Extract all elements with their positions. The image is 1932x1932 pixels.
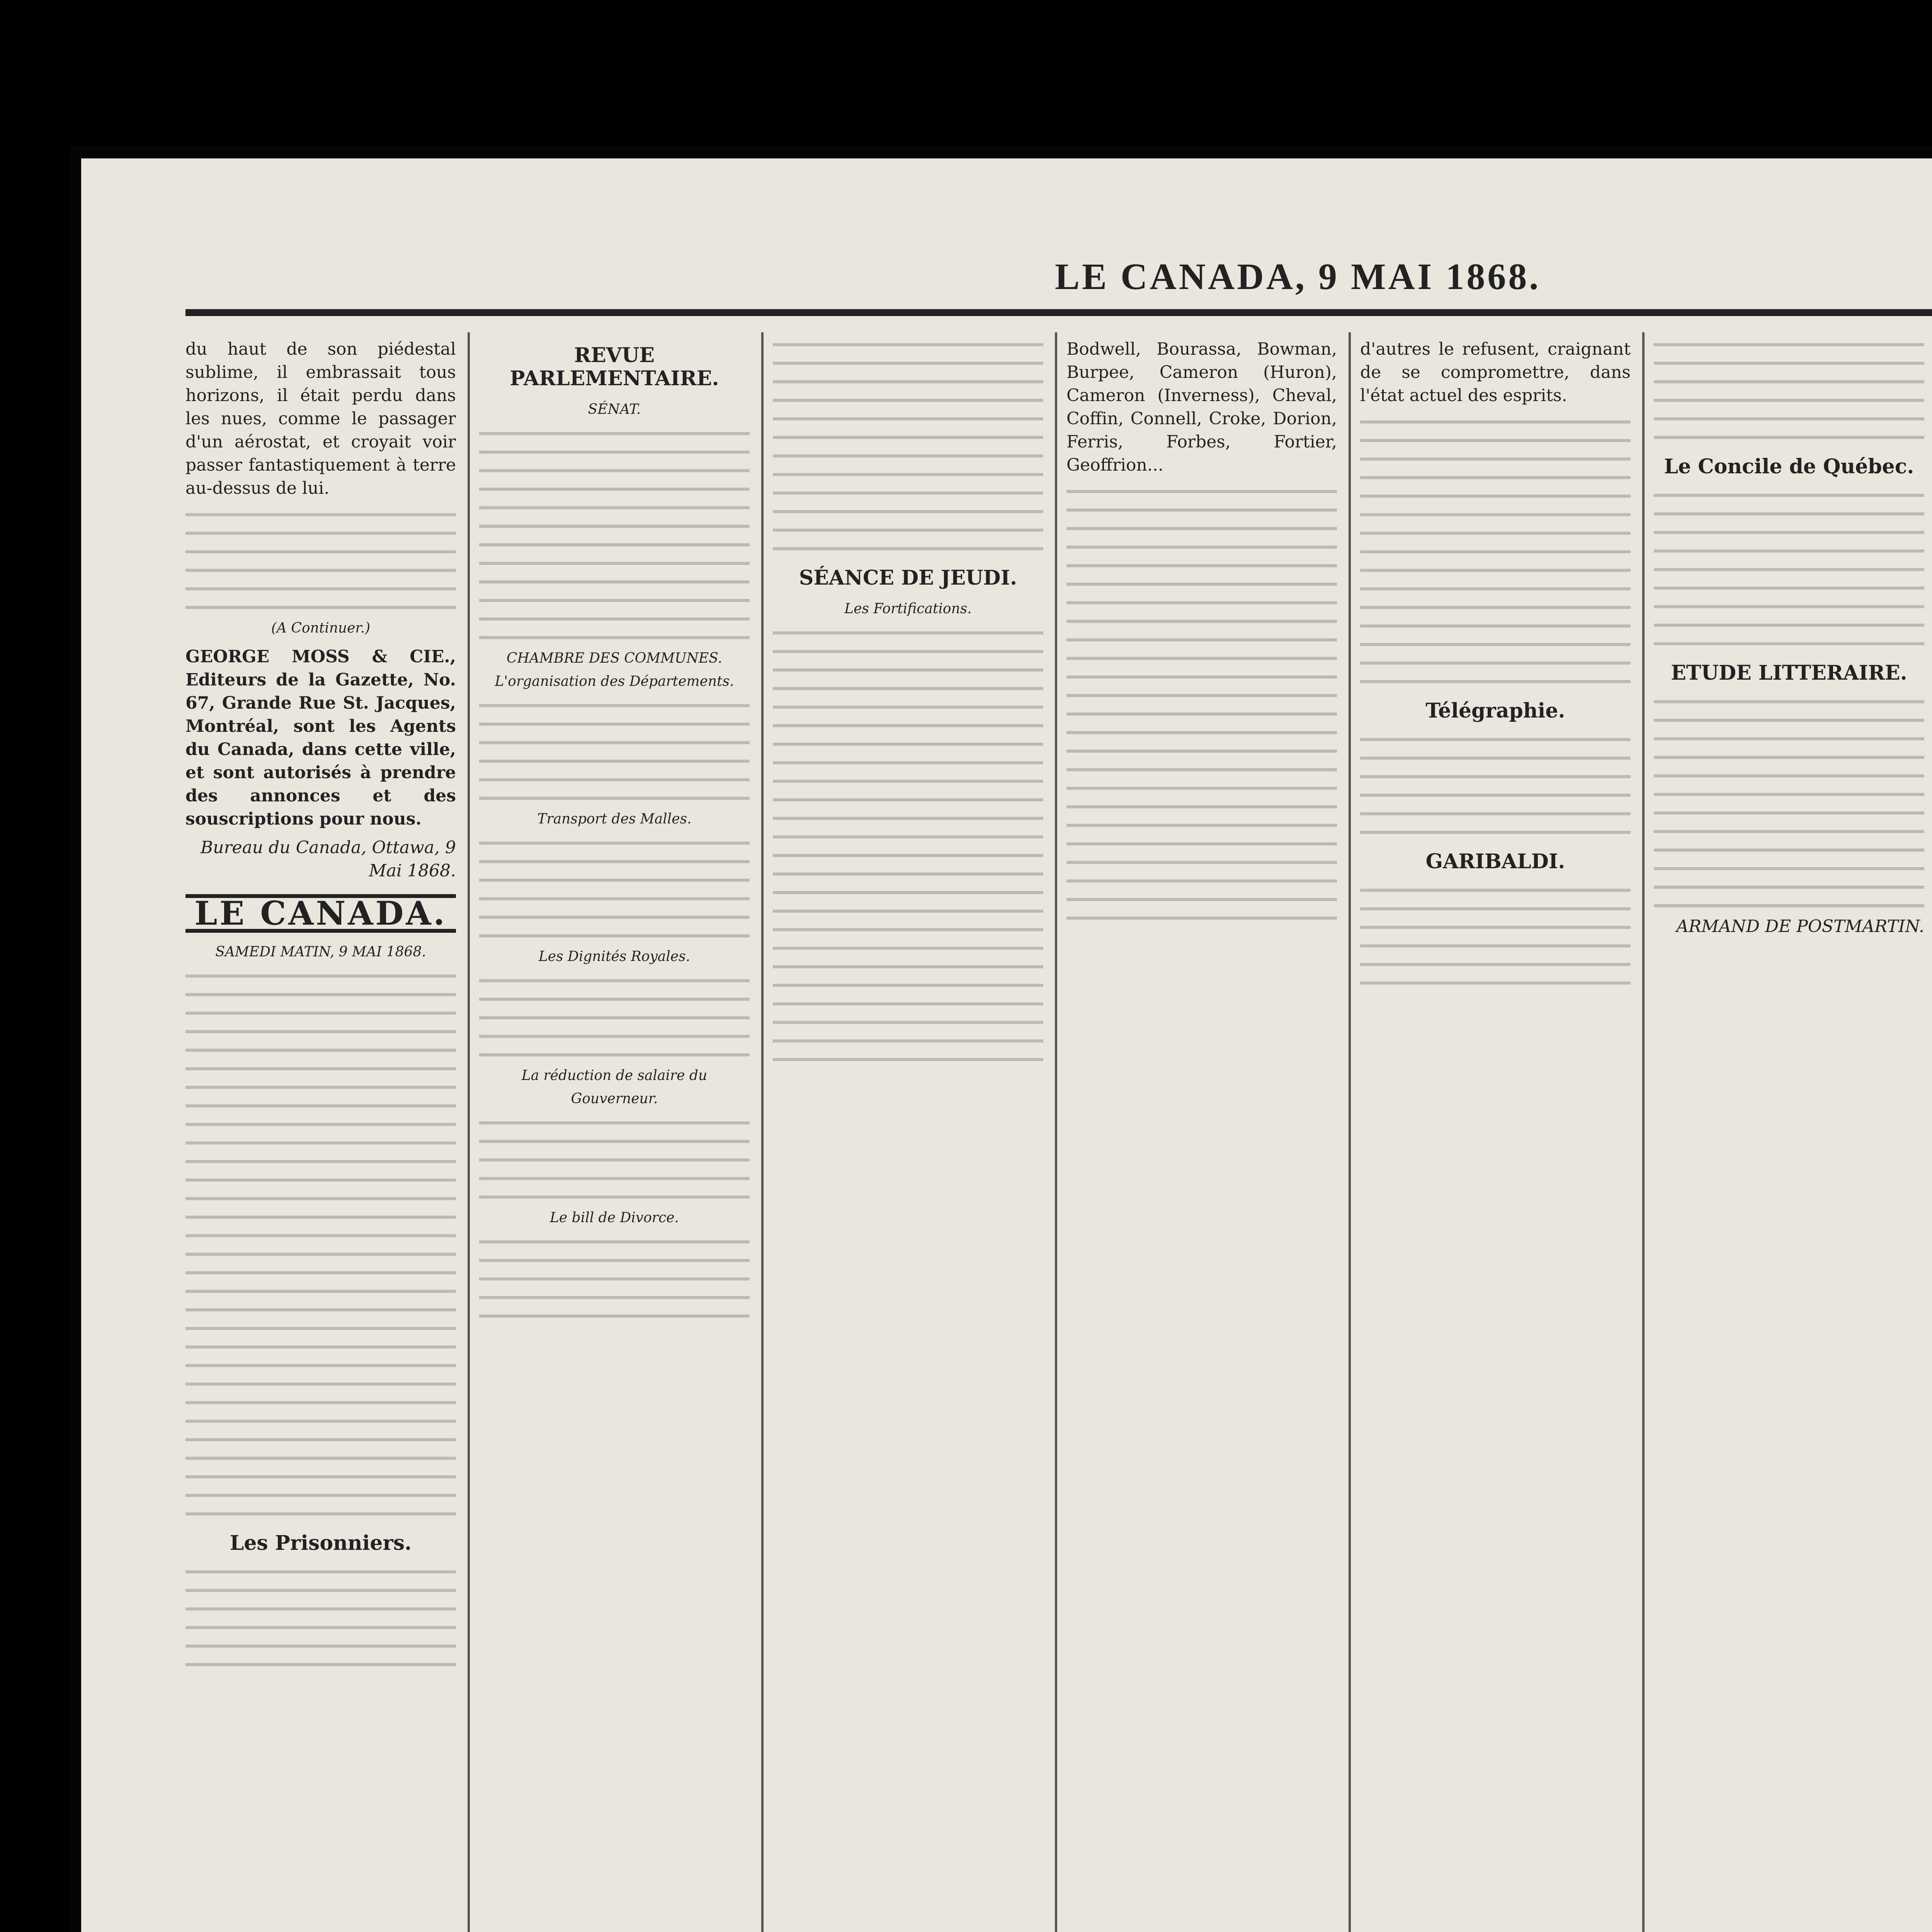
member-list: Bodwell, Bourassa, Bowman, Burpee, Cameron (Huron), Cameron (Inverness), Cheval, Coffin, Connell, Croke, Dorion, Ferris, Forbes, Fortier, Geoffrion...: [1066, 339, 1337, 475]
bureau-line: Bureau du Canada, Ottawa, 9 Mai 1868.: [200, 838, 456, 881]
section-heading: GARIBALDI.: [1425, 850, 1565, 873]
section-heading: SÉANCE DE JEUDI.: [799, 566, 1017, 590]
section-heading: ETUDE LITTERAIRE.: [1671, 661, 1907, 685]
column-2: [479, 332, 750, 1932]
intro-paragraph: du haut de son piédestal sublime, il embrassait tous horizons, il était perdu dans les nues, comme le passager d'un aérostat, et croyait voir passer fantastiquement à terre au-dessus de lui.: [185, 339, 456, 498]
sub-heading: CHAMBRE DES COMMUNES.: [506, 650, 723, 666]
column-1: [185, 332, 456, 1932]
sub-heading: Les Fortifications.: [844, 601, 972, 617]
column-3: [773, 332, 1043, 1932]
continue-note: (A Continuer.): [271, 620, 371, 636]
masthead: LE CANADA.: [185, 894, 456, 933]
column-5: [1360, 332, 1631, 1932]
section-heading: Télégraphie.: [1425, 699, 1565, 723]
page-title: LE CANADA, 9 MAI 1868.: [1055, 256, 1541, 297]
page-header: [185, 240, 1932, 316]
section-heading: REVUE PARLEMENTAIRE.: [510, 344, 719, 390]
column-4: [1066, 332, 1337, 1932]
signature: ARMAND DE POSTMARTIN.: [1676, 917, 1924, 936]
sub-heading: Le bill de Divorce.: [550, 1210, 679, 1226]
section-heading: Le Concile de Québec.: [1664, 455, 1914, 478]
article-paragraph: d'autres le refusent, craignant de se compromettre, dans l'état actuel des esprits.: [1360, 339, 1631, 405]
sub-heading: SÉNAT.: [588, 401, 641, 417]
section-heading: Les Prisonniers.: [230, 1531, 412, 1555]
sub-heading: L'organisation des Départements.: [495, 673, 734, 689]
dateline: SAMEDI MATIN, 9 MAI 1868.: [215, 944, 426, 960]
sub-heading: Transport des Malles.: [537, 811, 692, 827]
sub-heading: Les Dignités Royales.: [538, 949, 690, 964]
sub-heading: La réduction de salaire du Gouverneur.: [521, 1068, 707, 1107]
newspaper-page: [70, 147, 1932, 1932]
agent-notice: GEORGE MOSS & CIE., Editeurs de la Gazette, No. 67, Grande Rue St. Jacques, Montréal, sont les Agents du Canada, dans cette ville, et sont autorisés à prendre des annonces et des souscriptions pour nous.: [185, 647, 456, 829]
column-6: [1654, 332, 1924, 1932]
